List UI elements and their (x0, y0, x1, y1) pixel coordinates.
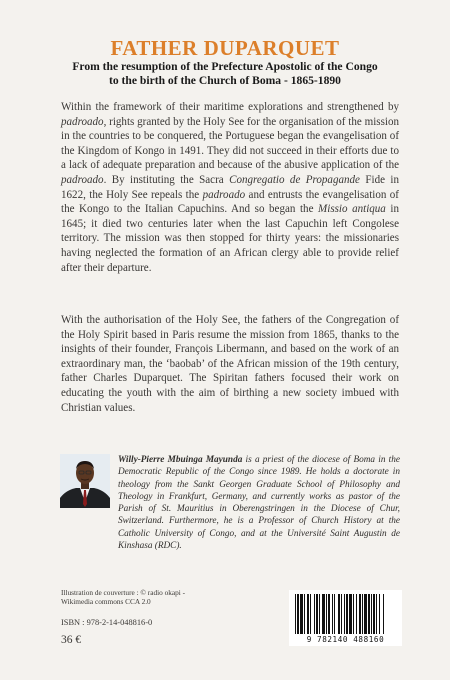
isbn: ISBN : 978-2-14-048816-0 (61, 618, 153, 627)
author-name: Willy-Pierre Mbuinga Mayunda (118, 455, 243, 465)
price: 36 € (61, 634, 82, 646)
credit-line-1: Illustration de couverture : © radio okapi - (61, 588, 186, 597)
synopsis-paragraph-1 (61, 100, 399, 275)
synopsis-paragraph-2 (61, 313, 399, 415)
credit-line-2: Wikimedia commons CCA 2.0 (61, 597, 151, 606)
author-photo (60, 454, 110, 508)
author-bio-text: is a priest of the diocese of Boma in the Democratic Republic of the Congo since 1989. He holds a doctorate in theology from the Sankt Georgen Graduate School of Philosophy and Theology in Frankfurt, Germany, and currently works as pastor of the Parish of St. Mauritius in Oberengstringen in the Diocese of Chur, Switzerland. Furthermore, he is a Professor of Church History at the Catholic University of Congo, and at the Université Saint Augustin de Kinshasa (RDC). (118, 455, 400, 551)
book-title: FATHER DUPARQUET (110, 36, 340, 60)
paragraph-1-text: Within the framework of their maritime explorations and strengthened by padroado, rights granted by the Holy See for the organisation of the mission in the countries to be conquered, the Portuguese began the evangelisation of the Kingdom of Kongo in 1491. They did not succeed in their efforts due to a lack of adequate preparation and because of the abusive application of the padroado. By instituting the Sacra Congregatio de Propagande Fide in 1622, the Holy See repeals the padroado and entrusts the evangelisation of the Kongo to the Italian Capuchins. And so began the Missio antiqua in 1645; it died two centuries later when the last Capuchin left Congolese territory. The mission was then stopped for thirty years: the missionaries having neglected the formation of an African clergy able to provide relief after their departure. (61, 101, 400, 274)
barcode-digits: 9 782140 488160 (306, 635, 385, 644)
author-biography (118, 454, 400, 552)
paragraph-2-text: With the authorisation of the Holy See, the fathers of the Congregation of the Holy Spirit based in Paris resume the mission from 1865, thanks to the insights of their founder, François Libermann, and based on the work of an extraordinary man, the ‘baobab’ of the African mission of the 19th century, father Charles Duparquet. The Spiritan fathers focused their work on educating the youth with the aim of birthing a new society imbued with Christian values. (61, 314, 399, 414)
cover-illustration-credit (61, 588, 251, 606)
subtitle-line-2: to the birth of the Church of Boma - 1865-1890 (109, 74, 341, 87)
barcode (289, 590, 402, 646)
subtitle-line-1: From the resumption of the Prefecture Apostolic of the Congo (72, 60, 378, 73)
barcode-bars (289, 590, 402, 636)
book-subtitle (30, 60, 420, 88)
